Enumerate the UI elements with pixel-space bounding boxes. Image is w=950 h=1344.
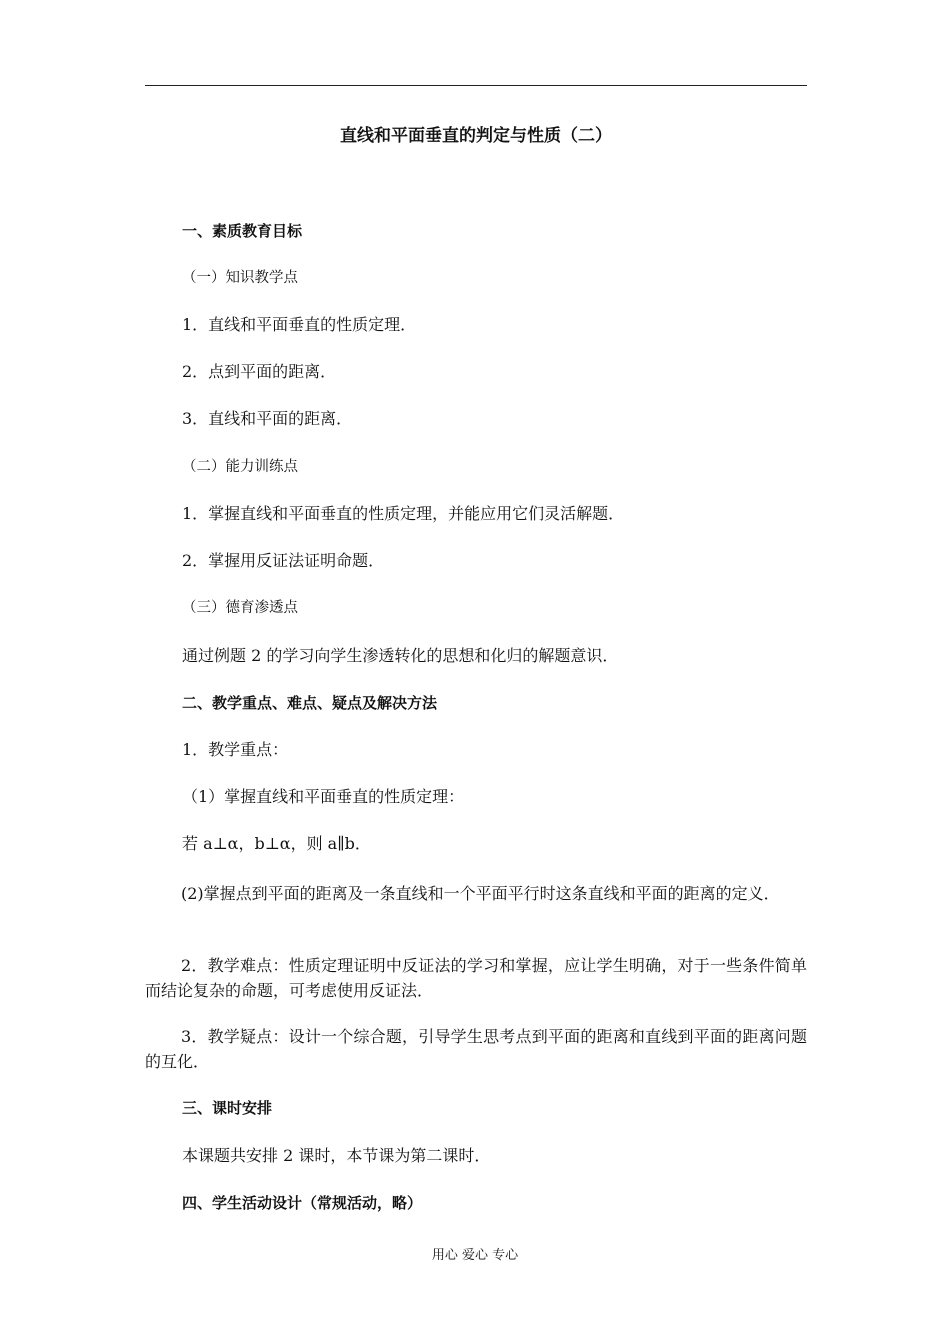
section-1-heading: 一、素质教育目标 [182, 222, 303, 240]
knowledge-item-2: 2．点到平面的距离． [182, 362, 337, 381]
key-point-heading: 1．教学重点： [182, 740, 289, 759]
page-footer: 用心 爱心 专心 [431, 1248, 519, 1263]
header-rule [145, 85, 807, 86]
ability-item-2: 2．掌握用反证法证明命题． [182, 551, 385, 570]
knowledge-item-1: 1．直线和平面垂直的性质定理． [182, 315, 417, 334]
subsection-moral-points: （三）德育渗透点 [182, 600, 298, 616]
document-title: 直线和平面垂直的判定与性质（二） [340, 126, 612, 146]
key-point-1: （1）掌握直线和平面垂直的性质定理： [182, 787, 465, 806]
moral-item-1: 通过例题 2 的学习向学生渗透转化的思想和化归的解题意识． [182, 646, 619, 665]
difficulty-paragraph: 2．教学难点：性质定理证明中反证法的学习和掌握，应让学生明确，对于一些条件简单而结论复杂的命题，可考虑使用反证法． [145, 956, 807, 1000]
doubt-paragraph: 3．教学疑点：设计一个综合题，引导学生思考点到平面的距离和直线到平面的距离问题的互化． [145, 1027, 807, 1071]
section-2-heading: 二、教学重点、难点、疑点及解决方法 [182, 694, 438, 712]
section-4-heading: 四、学生活动设计（常规活动，略） [182, 1194, 423, 1212]
section-3-heading: 三、课时安排 [182, 1099, 273, 1117]
ability-item-1: 1．掌握直线和平面垂直的性质定理，并能应用它们灵活解题． [182, 504, 625, 523]
knowledge-item-3: 3．直线和平面的距离． [182, 409, 353, 428]
subsection-knowledge-points: （一）知识教学点 [182, 270, 298, 286]
theorem-statement: 若 a⊥α，b⊥α，则 a∥b． [182, 834, 371, 853]
subsection-ability-points: （二）能力训练点 [182, 459, 298, 475]
schedule-item: 本课题共安排 2 课时，本节课为第二课时． [182, 1146, 491, 1165]
key-point-2-paragraph: (2)掌握点到平面的距离及一条直线和一个平面平行时这条直线和平面的距离的定义． [181, 884, 780, 903]
